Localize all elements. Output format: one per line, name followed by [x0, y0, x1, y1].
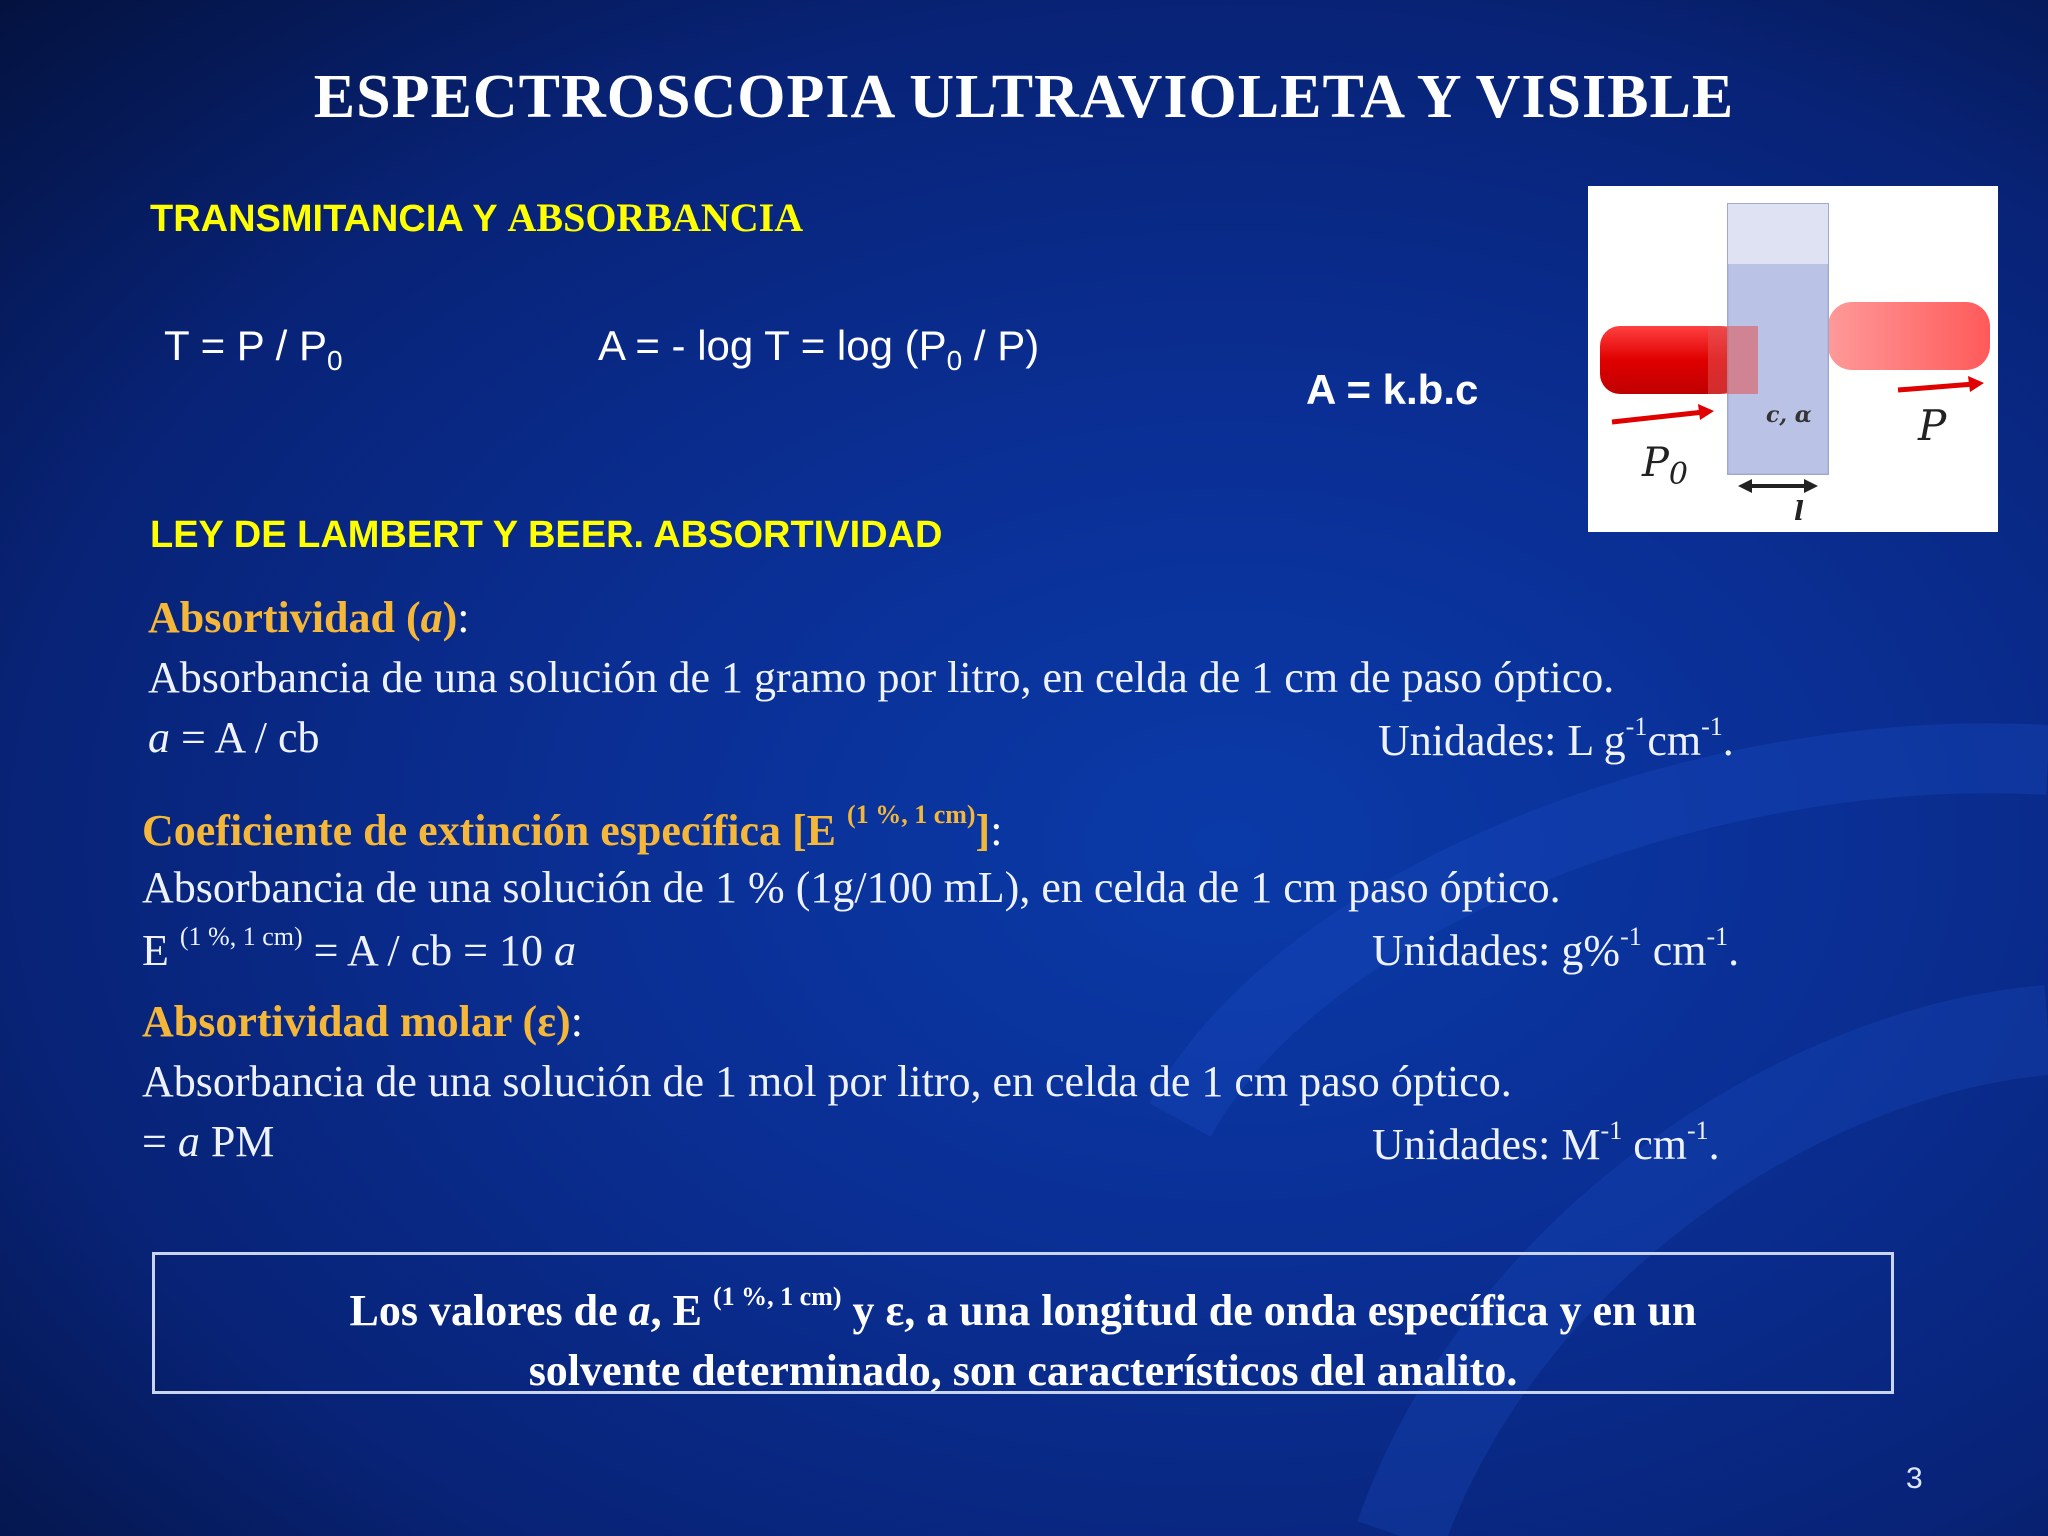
- coeficiente-definition: Absorbancia de una solución de 1 % (1g/100 mL), en celda de 1 cm paso óptico.: [142, 863, 1561, 912]
- eq-sup: (1 %, 1 cm): [179, 922, 303, 951]
- note-sup: (1 %, 1 cm): [712, 1282, 842, 1311]
- transmitted-beam: [1828, 302, 1990, 370]
- units-text: Unidades: M: [1372, 1120, 1601, 1169]
- heading-colon: :: [457, 593, 470, 642]
- units-text: .: [1728, 926, 1740, 975]
- label-l: l: [1794, 497, 1804, 527]
- units-sup: -1: [1625, 712, 1648, 741]
- cuvette-diagram: [1588, 186, 1998, 532]
- transmitted-arrow: [1898, 384, 1974, 390]
- units-text: .: [1722, 716, 1734, 765]
- note-line-2: solvente determinado, son característicos del analito.: [528, 1346, 1518, 1395]
- heading-var: a: [420, 593, 443, 642]
- absortividad-heading: [148, 592, 469, 643]
- label-ca: c, α: [1766, 402, 1812, 428]
- coeficiente-units: [1372, 922, 1739, 976]
- units-text: cm: [1622, 1120, 1687, 1169]
- eq-var: a: [148, 713, 170, 762]
- heading-part-2: ABSORBANCIA: [507, 195, 804, 240]
- section-heading-lambert-beer: LEY DE LAMBERT Y BEER. ABSORTIVIDAD: [150, 514, 943, 556]
- heading-colon: :: [990, 806, 1003, 855]
- eq-var: a: [177, 1117, 200, 1166]
- units-text: Unidades: g%: [1372, 926, 1621, 975]
- note-text: y ε, a una longitud de onda específica y en un: [841, 1286, 1697, 1335]
- molar-definition: Absorbancia de una solución de 1 mol por litro, en celda de 1 cm paso óptico.: [142, 1057, 1512, 1106]
- eq-text: PM: [199, 1117, 275, 1166]
- formula-text: A = - log T = log (P: [598, 322, 947, 369]
- absorbance-formula: [598, 322, 1039, 377]
- cuvette-figure: [1588, 186, 1998, 532]
- molar-units: [1372, 1116, 1720, 1170]
- note-var: a: [628, 1286, 651, 1335]
- heading-part-1: TRANSMITANCIA Y: [150, 198, 508, 240]
- page-number: 3: [1906, 1462, 1923, 1495]
- heading-text: Coeficiente de extinción específica [E: [142, 806, 848, 855]
- units-sup: -1: [1620, 922, 1642, 951]
- note-text: Los valores de: [349, 1286, 629, 1335]
- coeficiente-equation: [142, 922, 576, 976]
- label-p: P: [1918, 401, 1947, 450]
- eq-text: =: [142, 1117, 178, 1166]
- formula-subscript: 0: [327, 345, 343, 376]
- formula-subscript: 0: [946, 345, 963, 376]
- heading-text-end: ): [556, 997, 571, 1046]
- units-sup: -1: [1600, 1116, 1623, 1145]
- heading-sup: (1 %, 1 cm): [847, 800, 976, 829]
- heading-text: Absortividad (: [148, 593, 421, 642]
- units-text: .: [1708, 1120, 1720, 1169]
- absortividad-equation: [148, 712, 320, 763]
- molar-equation: [142, 1116, 274, 1167]
- heading-text: Absortividad molar (: [142, 997, 538, 1046]
- units-text: cm: [1647, 716, 1702, 765]
- eq-text: = A / cb = 10: [302, 926, 554, 975]
- units-text: Unidades: L g: [1378, 716, 1626, 765]
- eq-var: a: [553, 926, 576, 975]
- note-text: , E: [650, 1286, 713, 1335]
- absortividad-definition: Absorbancia de una solución de 1 gramo por litro, en celda de 1 cm de paso óptico.: [148, 653, 1615, 702]
- absortividad-units: [1378, 712, 1734, 766]
- units-sup: -1: [1686, 1116, 1709, 1145]
- formula-text: T = P / P: [164, 322, 328, 369]
- incident-arrow: [1612, 412, 1704, 422]
- coeficiente-heading: [142, 800, 1002, 856]
- transmittance-formula: [164, 322, 343, 377]
- note-line-1: [155, 1267, 1891, 1341]
- kbc-formula: A = k.b.c: [1306, 366, 1479, 413]
- units-text: cm: [1641, 926, 1707, 975]
- molar-heading: [142, 996, 583, 1047]
- label-p0: $P_0$: [1642, 440, 1689, 492]
- section-heading-transmitancia: [150, 194, 803, 241]
- eq-text: E: [142, 926, 180, 975]
- formula-text-end: / P): [962, 322, 1040, 369]
- units-sup: -1: [1701, 712, 1723, 741]
- summary-note-box: [152, 1252, 1894, 1394]
- units-sup: -1: [1706, 922, 1729, 951]
- heading-text-end: ): [442, 593, 458, 642]
- heading-var: ε: [537, 997, 557, 1046]
- slide-title: ESPECTROSCOPIA ULTRAVIOLETA Y VISIBLE: [313, 63, 1735, 131]
- heading-colon: :: [570, 997, 583, 1046]
- eq-rest: = A / cb: [170, 713, 320, 762]
- heading-text-end: ]: [975, 806, 991, 855]
